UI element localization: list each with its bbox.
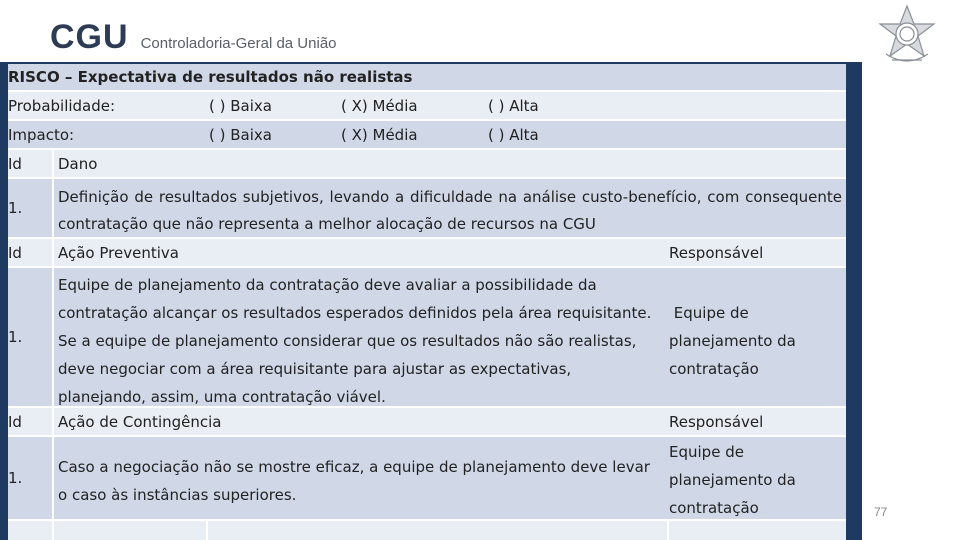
contingency-responsible-header: Responsável xyxy=(669,413,764,431)
probability-row xyxy=(8,92,846,121)
contingency-text: Caso a negociação não se mostre eficaz, a equipe de planejamento deve levar o caso às instâncias superiores. xyxy=(58,458,650,504)
empty-row xyxy=(8,521,846,540)
logo-text: Controladoria-Geral da União xyxy=(140,35,337,52)
preventive-responsible-header: Responsável xyxy=(669,244,764,262)
empty-cell-divider-2 xyxy=(667,521,669,540)
preventive-responsible: Equipe de planejamento da contratação xyxy=(669,304,801,378)
damage-header: Dano xyxy=(58,155,98,173)
damage-id: 1. xyxy=(8,179,54,237)
brazil-coat-of-arms-icon xyxy=(874,4,940,70)
impact-option-medium: ( X) Média xyxy=(341,126,418,144)
contingency-id: 1. xyxy=(8,437,54,519)
damage-header-id: Id xyxy=(8,150,54,177)
probability-label: Probabilidade: xyxy=(8,97,116,115)
impact-label: Impacto: xyxy=(8,126,75,144)
preventive-row xyxy=(8,268,846,408)
empty-cell-divider xyxy=(206,521,208,540)
cgu-logo xyxy=(50,20,337,54)
preventive-text: Equipe de planejamento da contratação deve avaliar a possibilidade da contratação alcançar os resultados esperados definidos pela área requisitante. Se a equipe de planejamento considerar que os resultados não são realistas, deve negociar com a área requisitante para ajustar as expectativas, planejando, assim, uma contratação viável. xyxy=(58,276,652,406)
impact-option-low: ( ) Baixa xyxy=(209,126,272,144)
damage-text: Definição de resultados subjetivos, levando a dificuldade na análise custo-benefício, com consequente contratação que não representa a melhor alocação de recursos na CGU xyxy=(58,188,842,233)
damage-header-row xyxy=(8,150,846,179)
impact-row xyxy=(8,121,846,150)
probability-option-low: ( ) Baixa xyxy=(209,97,272,115)
header xyxy=(0,0,960,60)
preventive-header-id: Id xyxy=(8,239,54,266)
risk-title: RISCO – Expectativa de resultados não realistas xyxy=(8,68,413,86)
contingency-header-row xyxy=(8,408,846,437)
preventive-header-row xyxy=(8,239,846,268)
impact-option-high: ( ) Alta xyxy=(488,126,539,144)
probability-option-medium: ( X) Média xyxy=(341,97,418,115)
preventive-id: 1. xyxy=(8,268,54,406)
risk-title-row xyxy=(8,64,846,92)
logo-mark: CGU xyxy=(50,18,129,56)
contingency-responsible: Equipe de planejamento da contratação xyxy=(669,443,796,517)
probability-option-high: ( ) Alta xyxy=(488,97,539,115)
contingency-header-id: Id xyxy=(8,408,54,435)
page-number: 77 xyxy=(874,505,888,519)
contingency-header: Ação de Contingência xyxy=(58,413,222,431)
empty-cell-id xyxy=(8,521,54,540)
preventive-header: Ação Preventiva xyxy=(58,244,179,262)
contingency-row xyxy=(8,437,846,521)
damage-row xyxy=(8,179,846,239)
